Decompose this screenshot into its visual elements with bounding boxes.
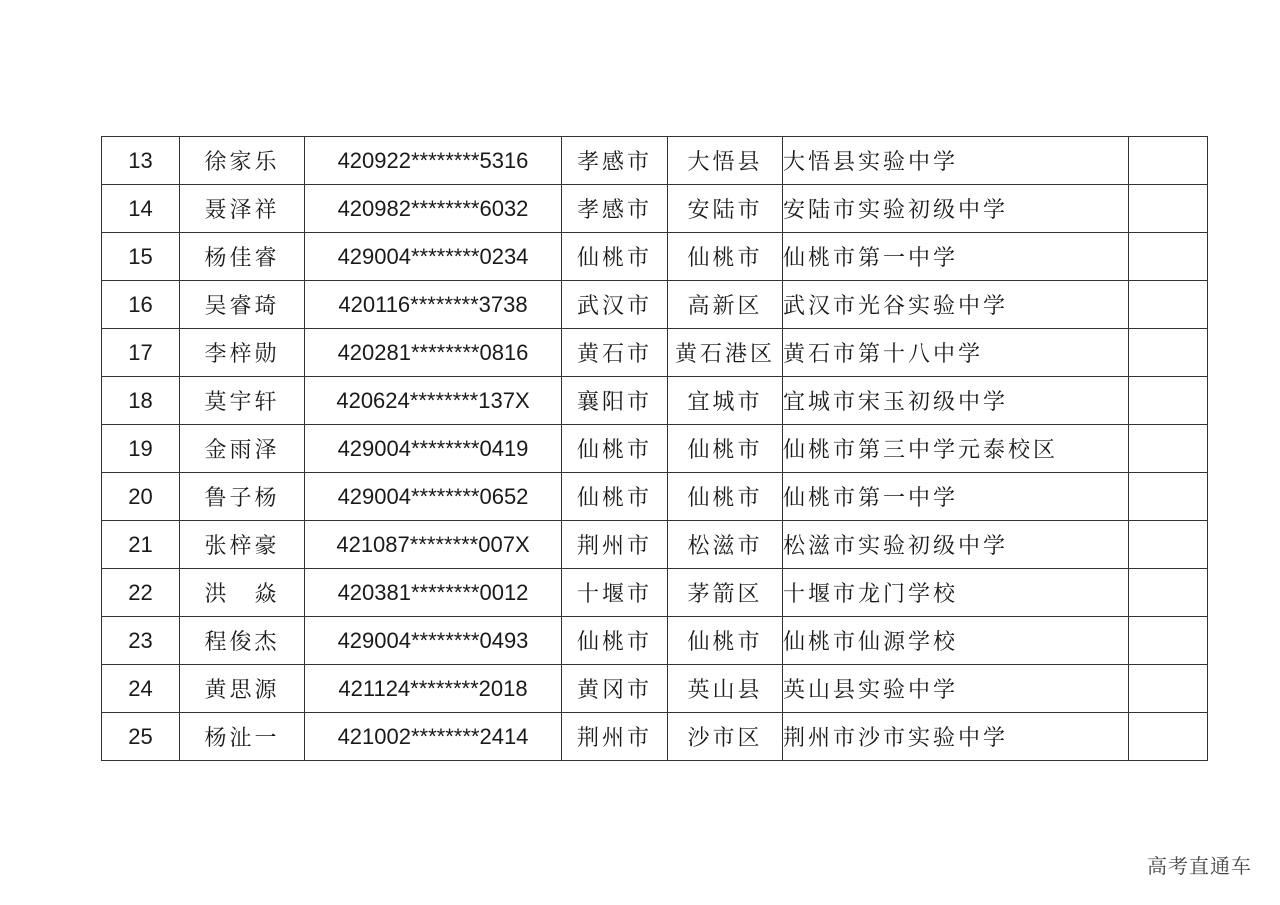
county-cell: 大悟县 <box>668 137 783 185</box>
watermark-text: 高考直通车 <box>1147 854 1252 878</box>
remark-cell <box>1129 137 1208 185</box>
row-number-cell: 18 <box>102 377 180 425</box>
remark-cell <box>1129 185 1208 233</box>
table-row <box>102 377 1208 425</box>
city-cell: 孝感市 <box>562 185 668 233</box>
roster-body <box>102 137 1208 761</box>
student-name-cell: 聂泽祥 <box>180 185 305 233</box>
county-cell: 宜城市 <box>668 377 783 425</box>
school-name-cell: 松滋市实验初级中学 <box>783 521 1129 569</box>
table-row <box>102 473 1208 521</box>
remark-cell <box>1129 377 1208 425</box>
school-name-cell: 宜城市宋玉初级中学 <box>783 377 1129 425</box>
id-number-cell: 420624********137X <box>305 377 562 425</box>
county-cell: 沙市区 <box>668 713 783 761</box>
remark-cell <box>1129 713 1208 761</box>
county-cell: 仙桃市 <box>668 425 783 473</box>
city-cell: 黄冈市 <box>562 665 668 713</box>
id-number-cell: 420116********3738 <box>305 281 562 329</box>
row-number-cell: 14 <box>102 185 180 233</box>
city-cell: 黄石市 <box>562 329 668 377</box>
id-number-cell: 421124********2018 <box>305 665 562 713</box>
remark-cell <box>1129 617 1208 665</box>
row-number-cell: 20 <box>102 473 180 521</box>
city-cell: 荆州市 <box>562 521 668 569</box>
table-row <box>102 521 1208 569</box>
city-cell: 仙桃市 <box>562 425 668 473</box>
student-name-cell: 杨佳睿 <box>180 233 305 281</box>
id-number-cell: 420381********0012 <box>305 569 562 617</box>
remark-cell <box>1129 473 1208 521</box>
id-number-cell: 421087********007X <box>305 521 562 569</box>
id-number-cell: 429004********0493 <box>305 617 562 665</box>
row-number-cell: 21 <box>102 521 180 569</box>
city-cell: 孝感市 <box>562 137 668 185</box>
row-number-cell: 25 <box>102 713 180 761</box>
county-cell: 松滋市 <box>668 521 783 569</box>
id-number-cell: 420982********6032 <box>305 185 562 233</box>
row-number-cell: 13 <box>102 137 180 185</box>
row-number-cell: 24 <box>102 665 180 713</box>
county-cell: 仙桃市 <box>668 617 783 665</box>
school-name-cell: 仙桃市仙源学校 <box>783 617 1129 665</box>
remark-cell <box>1129 425 1208 473</box>
county-cell: 安陆市 <box>668 185 783 233</box>
city-cell: 十堰市 <box>562 569 668 617</box>
county-cell: 高新区 <box>668 281 783 329</box>
city-cell: 荆州市 <box>562 713 668 761</box>
remark-cell <box>1129 329 1208 377</box>
student-name-cell: 张梓豪 <box>180 521 305 569</box>
table-row <box>102 617 1208 665</box>
remark-cell <box>1129 569 1208 617</box>
row-number-cell: 16 <box>102 281 180 329</box>
table-row <box>102 185 1208 233</box>
student-name-cell: 鲁子杨 <box>180 473 305 521</box>
student-name-cell: 金雨泽 <box>180 425 305 473</box>
school-name-cell: 英山县实验中学 <box>783 665 1129 713</box>
table-row <box>102 281 1208 329</box>
remark-cell <box>1129 665 1208 713</box>
city-cell: 武汉市 <box>562 281 668 329</box>
city-cell: 仙桃市 <box>562 473 668 521</box>
table-row <box>102 329 1208 377</box>
student-name-cell: 徐家乐 <box>180 137 305 185</box>
id-number-cell: 429004********0419 <box>305 425 562 473</box>
row-number-cell: 19 <box>102 425 180 473</box>
table-row <box>102 233 1208 281</box>
county-cell: 仙桃市 <box>668 233 783 281</box>
school-name-cell: 仙桃市第一中学 <box>783 233 1129 281</box>
table-row <box>102 713 1208 761</box>
table-row <box>102 425 1208 473</box>
remark-cell <box>1129 521 1208 569</box>
school-name-cell: 安陆市实验初级中学 <box>783 185 1129 233</box>
county-cell: 黄石港区 <box>668 329 783 377</box>
remark-cell <box>1129 281 1208 329</box>
student-roster-table <box>101 136 1208 761</box>
city-cell: 襄阳市 <box>562 377 668 425</box>
school-name-cell: 仙桃市第一中学 <box>783 473 1129 521</box>
county-cell: 英山县 <box>668 665 783 713</box>
school-name-cell: 黄石市第十八中学 <box>783 329 1129 377</box>
row-number-cell: 17 <box>102 329 180 377</box>
remark-cell <box>1129 233 1208 281</box>
county-cell: 仙桃市 <box>668 473 783 521</box>
table-row <box>102 137 1208 185</box>
school-name-cell: 十堰市龙门学校 <box>783 569 1129 617</box>
row-number-cell: 23 <box>102 617 180 665</box>
school-name-cell: 大悟县实验中学 <box>783 137 1129 185</box>
student-name-cell: 洪 焱 <box>180 569 305 617</box>
student-name-cell: 杨沚一 <box>180 713 305 761</box>
student-name-cell: 黄思源 <box>180 665 305 713</box>
school-name-cell: 武汉市光谷实验中学 <box>783 281 1129 329</box>
school-name-cell: 仙桃市第三中学元泰校区 <box>783 425 1129 473</box>
id-number-cell: 429004********0652 <box>305 473 562 521</box>
id-number-cell: 421002********2414 <box>305 713 562 761</box>
table-row <box>102 665 1208 713</box>
student-name-cell: 莫宇轩 <box>180 377 305 425</box>
table-row <box>102 569 1208 617</box>
id-number-cell: 420922********5316 <box>305 137 562 185</box>
county-cell: 茅箭区 <box>668 569 783 617</box>
row-number-cell: 15 <box>102 233 180 281</box>
student-name-cell: 吴睿琦 <box>180 281 305 329</box>
school-name-cell: 荆州市沙市实验中学 <box>783 713 1129 761</box>
id-number-cell: 420281********0816 <box>305 329 562 377</box>
id-number-cell: 429004********0234 <box>305 233 562 281</box>
city-cell: 仙桃市 <box>562 233 668 281</box>
city-cell: 仙桃市 <box>562 617 668 665</box>
row-number-cell: 22 <box>102 569 180 617</box>
student-name-cell: 李梓勋 <box>180 329 305 377</box>
student-name-cell: 程俊杰 <box>180 617 305 665</box>
